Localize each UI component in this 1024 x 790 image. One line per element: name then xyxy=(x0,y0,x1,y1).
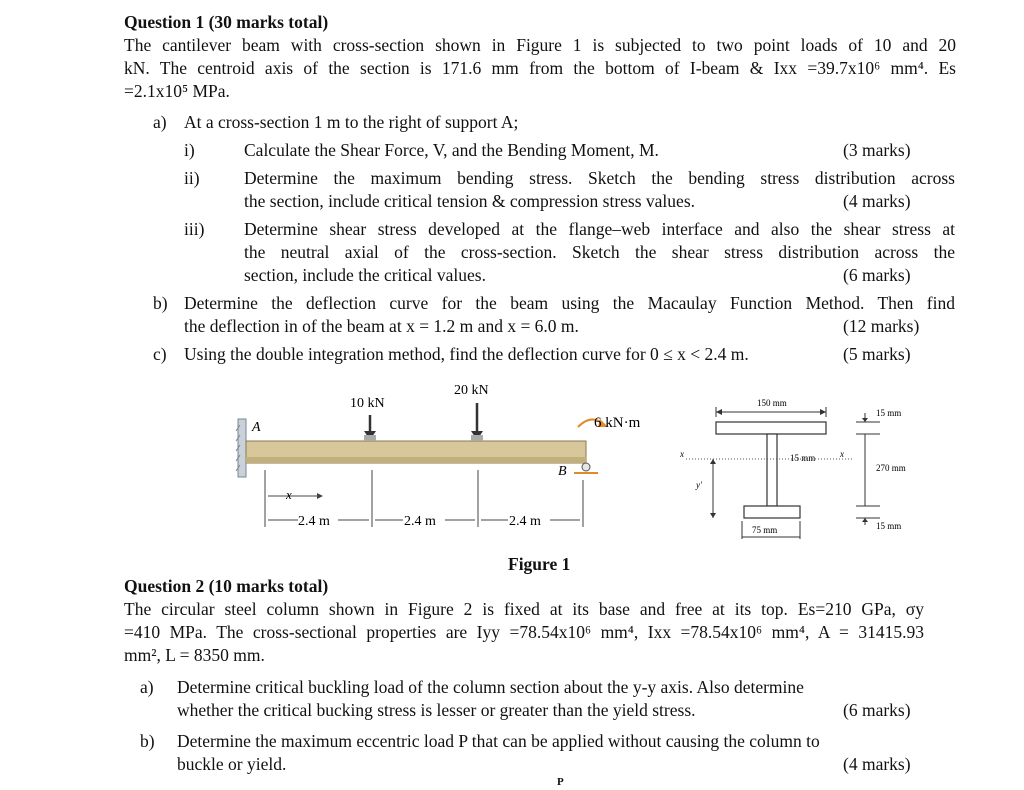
dim-arrowhead xyxy=(710,459,716,464)
part-b-line: the deflection in of the beam at x = 1.2 m and x = 6.0 m. xyxy=(184,316,579,336)
item-iii-label: iii) xyxy=(184,219,205,239)
x-arrowhead xyxy=(317,493,323,499)
item-line: Determine shear stress developed at the flange–web interface and also the shear stress at xyxy=(244,219,955,239)
part-a-label: a) xyxy=(153,112,167,132)
flange-width-dim xyxy=(716,407,826,417)
load-10kn-arrow xyxy=(364,415,376,441)
load-20kn-label: 20 kN xyxy=(454,383,489,398)
dim-arrowhead xyxy=(820,409,826,415)
part-c-label: c) xyxy=(153,344,167,364)
intro-line: mm², L = 8350 mm. xyxy=(124,645,265,665)
web-thickness-label: 15 mm xyxy=(790,453,816,463)
figure-2-p-label: P xyxy=(557,776,564,788)
q2-part-b-marks: (4 marks) xyxy=(843,754,911,774)
item-i-text: Calculate the Shear Force, V, and the Bending Moment, M. xyxy=(244,140,659,160)
intro-line: kN. The centroid axis of the section is 171.6 mm from the bottom of I-beam & Ixx =39.7x10⁶ mm⁴. Es xyxy=(124,58,956,78)
question-2-title: Question 2 (10 marks total) xyxy=(124,576,329,596)
span-2-label: 2.4 m xyxy=(404,514,436,529)
item-i-label: i) xyxy=(184,140,195,160)
item-line: Determine the maximum bending stress. Sketch the bending stress distribution across xyxy=(244,168,955,188)
span-3-label: 2.4 m xyxy=(509,514,541,529)
load-20kn-arrow xyxy=(471,403,483,441)
item-ii-marks: (4 marks) xyxy=(843,191,911,211)
dim-arrowhead xyxy=(716,409,722,415)
part-b-label: b) xyxy=(153,293,168,313)
bottom-width-label: 75 mm xyxy=(752,525,778,535)
q2-part-a-marks: (6 marks) xyxy=(843,700,911,720)
item-ii-label: ii) xyxy=(184,168,200,188)
x-label: x xyxy=(286,487,292,502)
x-axis-left-label: x xyxy=(680,449,684,459)
point-b-label: B xyxy=(558,464,567,479)
i-beam-cross-section xyxy=(686,422,854,518)
part-b-line: Determine the deflection curve for the beam using the Macaulay Function Method. Then find xyxy=(184,293,955,313)
flange-width-label: 150 mm xyxy=(757,398,787,408)
part-c-text: Using the double integration method, find the deflection curve for 0 ≤ x < 2.4 m. xyxy=(184,344,749,364)
item-line: the neutral axial of the cross-section. Sketch the shear stress distribution across the xyxy=(244,242,955,262)
part-b-marks: (12 marks) xyxy=(843,316,920,336)
roller-support-b xyxy=(574,463,598,473)
web-height-label: 270 mm xyxy=(876,463,906,473)
dim-arrowhead xyxy=(862,418,868,422)
item-line: section, include the critical values. xyxy=(244,265,486,285)
intro-line: The circular steel column shown in Figure 2 is fixed at its base and free at its top. Es=210 GPa, σy xyxy=(124,599,924,619)
y-bar-label: y' xyxy=(696,480,702,490)
q2-part-b-label: b) xyxy=(140,731,155,751)
q2-part-a-label: a) xyxy=(140,677,154,697)
q2-part-b-text xyxy=(177,730,911,776)
q2-part-a-line: whether the critical bucking stress is lesser or greater than the yield stress. xyxy=(177,700,696,720)
support-a-label: A xyxy=(252,420,261,435)
question-2-intro xyxy=(124,598,924,667)
span-1-label: 2.4 m xyxy=(298,514,330,529)
q2-part-a-text xyxy=(177,676,895,722)
part-b-text xyxy=(184,292,955,338)
load-10kn-label: 10 kN xyxy=(350,396,385,411)
intro-line: =410 MPa. The cross-sectional properties are Iyy =78.54x10⁶ mm⁴, Ixx =78.54x10⁶ mm⁴, A = 31415.93 xyxy=(124,622,924,642)
part-a-text: At a cross-section 1 m to the right of support A; xyxy=(184,112,519,132)
question-1-title: Question 1 (30 marks total) xyxy=(124,12,329,32)
q2-part-b-line: buckle or yield. xyxy=(177,754,287,774)
q2-part-a-line: Determine critical buckling load of the column section about the y-y axis. Also determine xyxy=(177,677,804,697)
x-axis-right-label: x xyxy=(840,449,844,459)
intro-line: =2.1x10⁵ MPa. xyxy=(124,81,230,101)
figure-1 xyxy=(0,375,1024,575)
bottom-flange-thickness-label: 15 mm xyxy=(876,521,902,531)
flange-thickness-label: 15 mm xyxy=(876,408,902,418)
item-line: the section, include critical tension & compression stress values. xyxy=(244,191,696,211)
moment-label: 6 kN·m xyxy=(594,415,641,431)
beam-shadow xyxy=(246,457,586,463)
q2-part-b-line: Determine the maximum eccentric load P that can be applied without causing the column to xyxy=(177,731,820,751)
question-1-intro xyxy=(124,34,956,103)
dim-arrowhead xyxy=(710,513,716,518)
item-iii-marks: (6 marks) xyxy=(843,265,911,285)
figure-1-caption: Figure 1 xyxy=(508,554,571,574)
dim-arrowhead xyxy=(862,518,868,522)
intro-line: The cantilever beam with cross-section shown in Figure 1 is subjected to two point loads of 10 and 20 xyxy=(124,35,956,55)
item-i-marks: (3 marks) xyxy=(843,140,911,160)
part-c-marks: (5 marks) xyxy=(843,344,911,364)
